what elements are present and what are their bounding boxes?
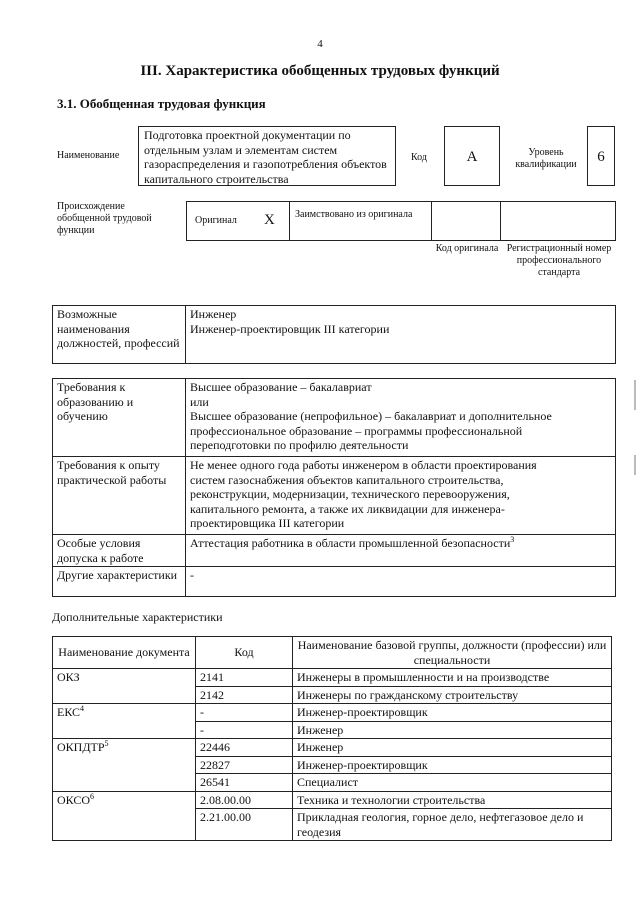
positions-table xyxy=(52,305,616,364)
table-row xyxy=(53,739,612,757)
header-doc: Наименование документа xyxy=(53,637,196,669)
table-row xyxy=(53,791,612,809)
positions-label: Возможные наименования должностей, профессий xyxy=(53,306,186,364)
function-name-box xyxy=(138,126,396,186)
code-cell: 22827 xyxy=(196,756,293,774)
level-label: Уровень квалификации xyxy=(515,147,577,170)
requirement-line: реконструкции, модернизации, технического перевооружения, xyxy=(190,487,510,501)
code-cell: 2142 xyxy=(196,686,293,704)
additional-title: Дополнительные характеристики xyxy=(52,610,223,624)
code-cell: 2.21.00.00 xyxy=(196,809,293,841)
table-row xyxy=(53,704,612,722)
code-cell: - xyxy=(196,704,293,722)
footnote-marker: 5 xyxy=(104,739,109,748)
origin-divider-1 xyxy=(289,202,290,240)
code-cell: 2.08.00.00 xyxy=(196,791,293,809)
name-cell: Специалист xyxy=(293,774,612,792)
requirement-line: Высшее образование (непрофильное) – бакалавриат и дополнительное xyxy=(190,409,552,423)
scan-mark xyxy=(634,380,636,410)
name-cell: Прикладная геология, горное дело, нефтегазовое дело и геодезия xyxy=(293,809,612,841)
footnote-marker: 3 xyxy=(510,535,515,544)
code-value: А xyxy=(466,149,478,165)
name-cell: Инженер-проектировщик xyxy=(293,704,612,722)
requirement-label: Другие характеристики xyxy=(53,567,186,597)
header-name: Наименование базовой группы, должности (профессии) или специальности xyxy=(293,637,612,669)
requirement-line: - xyxy=(190,568,194,582)
position-item: Инженер xyxy=(190,307,237,321)
name-cell: Техника и технологии строительства xyxy=(293,791,612,809)
requirement-line: капитального ремонта, а также их ликвидации для инженера- xyxy=(190,501,505,516)
requirements-row-experience xyxy=(53,457,616,535)
original-label: Оригинал xyxy=(195,215,237,226)
requirement-line: профессиональное образование – программы профессиональной xyxy=(190,423,523,438)
requirement-label: Требования к опыту практической работы xyxy=(53,457,186,535)
positions-values xyxy=(186,306,616,364)
requirement-line: систем газоснабжения объектов капитального строительства, xyxy=(190,472,504,487)
name-cell: Инженер xyxy=(293,721,612,739)
code-cell: 26541 xyxy=(196,774,293,792)
header-code: Код xyxy=(196,637,293,669)
code-cell: - xyxy=(196,721,293,739)
origin-box xyxy=(186,201,616,241)
reg-number-label: Регистрационный номер профессионального стандарта xyxy=(506,243,612,278)
requirement-value xyxy=(186,535,616,567)
code-value-box xyxy=(444,126,500,186)
page-number: 4 xyxy=(317,38,323,50)
requirement-value xyxy=(186,457,616,535)
doc-name: ЕКС xyxy=(57,705,81,719)
requirement-line: Высшее образование – бакалавриат xyxy=(190,380,372,394)
table-row xyxy=(53,669,612,687)
requirement-line: или xyxy=(190,394,209,409)
code-label: Код xyxy=(411,152,427,163)
name-cell: Инженер-проектировщик xyxy=(293,756,612,774)
code-original-label: Код оригинала xyxy=(435,243,499,254)
requirement-line: переподготовки по профилю деятельности xyxy=(190,438,409,452)
level-value-box xyxy=(587,126,615,186)
requirement-label: Требования к образованию и обучению xyxy=(53,379,186,457)
name-label: Наименование xyxy=(57,150,120,161)
level-value: 6 xyxy=(597,149,605,165)
subsection-title: 3.1. Обобщенная трудовая функция xyxy=(57,96,266,111)
doc-cell xyxy=(53,791,196,841)
requirement-value xyxy=(186,567,616,597)
doc-cell xyxy=(53,669,196,704)
code-cell: 22446 xyxy=(196,739,293,757)
requirement-label: Особые условия допуска к работе xyxy=(53,535,186,567)
doc-cell xyxy=(53,739,196,792)
additional-table xyxy=(52,636,612,841)
scan-mark xyxy=(634,455,636,475)
footnote-marker: 4 xyxy=(80,704,85,713)
doc-name: ОКПДТР xyxy=(57,740,105,754)
name-cell: Инженеры в промышленности и на производстве xyxy=(293,669,612,687)
requirements-row-education xyxy=(53,379,616,457)
name-cell: Инженер xyxy=(293,739,612,757)
original-mark: Х xyxy=(264,212,275,228)
origin-divider-3 xyxy=(500,202,501,240)
section-title: III. Характеристика обобщенных трудовых функций xyxy=(140,63,500,79)
doc-cell xyxy=(53,704,196,739)
position-item: Инженер-проектировщик III категории xyxy=(190,321,390,336)
origin-label: Происхождение обобщенной трудовой функции xyxy=(57,201,152,236)
name-cell: Инженеры по гражданскому строительству xyxy=(293,686,612,704)
requirement-line: Не менее одного года работы инженером в области проектирования xyxy=(190,458,537,472)
additional-header-row xyxy=(53,637,612,669)
requirements-row-admission xyxy=(53,535,616,567)
requirements-row-other xyxy=(53,567,616,597)
doc-name: ОКЗ xyxy=(57,670,80,684)
footnote-marker: 6 xyxy=(90,791,95,801)
requirement-line: проектировщика III категории xyxy=(190,516,345,530)
requirements-table xyxy=(52,378,616,597)
requirement-line: Аттестация работника в области промышленной безопасности xyxy=(190,536,511,550)
function-name-value: Подготовка проектной документации по отдельным узлам и элементам систем газораспределения и газопотребления объектов капитального строительства xyxy=(144,128,387,186)
doc-name: ОКСО xyxy=(57,792,91,807)
positions-row xyxy=(53,306,616,364)
code-cell: 2141 xyxy=(196,669,293,687)
borrowed-label: Заимствовано из оригинала xyxy=(295,209,413,220)
origin-divider-2 xyxy=(431,202,432,240)
requirement-value xyxy=(186,379,616,457)
